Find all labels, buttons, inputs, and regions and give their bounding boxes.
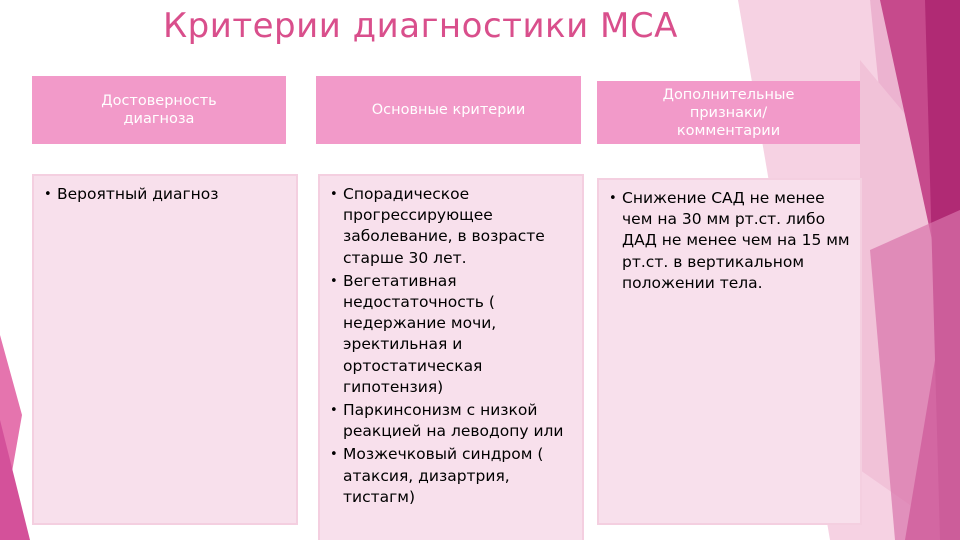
- main-criteria-list: [328, 184, 574, 508]
- reliability-list: [42, 184, 288, 205]
- list-item: • Снижение САД не менее чем на 30 мм рт.ст. либо ДАД не менее чем на 15 мм рт.ст. в вертикальном положении тела.: [607, 188, 852, 294]
- list-item: • Вероятный диагноз: [42, 184, 288, 205]
- list-item: • Спорадическое прогрессирующее заболевание, в возрасте старше 30 лет.: [328, 184, 574, 269]
- column-box-reliability: [32, 174, 298, 525]
- additional-list: [607, 188, 852, 294]
- list-item: • Вегетативная недостаточность ( недержание мочи, эректильная и ортостатическая гипотензия): [328, 271, 574, 398]
- slide-title: Критерии диагностики МСА: [163, 6, 678, 46]
- column-header-main-criteria: Основные критерии: [316, 76, 581, 144]
- column-box-main-criteria: [318, 174, 584, 540]
- column-header-additional: Дополнительные признаки/ комментарии: [597, 81, 860, 144]
- list-item: • Паркинсонизм с низкой реакцией на леводопу или: [328, 400, 574, 442]
- column-header-reliability: Достоверность диагноза: [32, 76, 286, 144]
- column-box-additional: [597, 178, 862, 525]
- list-item: • Мозжечковый синдром ( атаксия, дизартрия, тистагм): [328, 444, 574, 508]
